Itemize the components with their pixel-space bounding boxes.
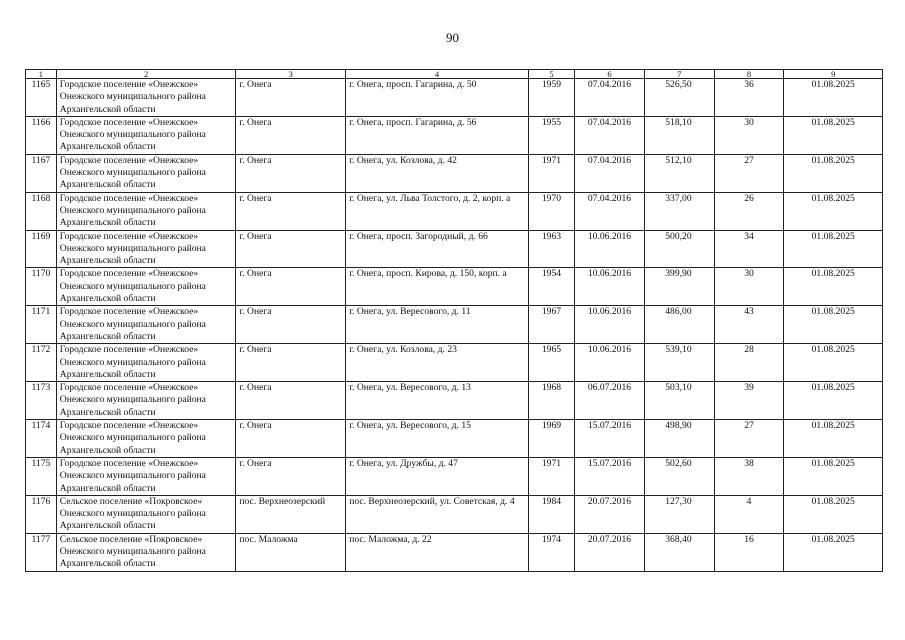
table-row (26, 457, 883, 495)
municipality-cell: Городское поселение «Онежское» Онежского муниципального района Архангельской области (56, 306, 236, 344)
municipality-cell: Городское поселение «Онежское» Онежского муниципального района Архангельской области (56, 344, 236, 382)
table-row (26, 344, 883, 382)
date-cell: 10.06.2016 (575, 268, 645, 306)
table-row (26, 154, 883, 192)
settlement-cell: г. Онега (236, 230, 346, 268)
area-cell: 518,10 (644, 116, 714, 154)
area-cell: 502,60 (644, 457, 714, 495)
address-cell: г. Онега, просп. Кирова, д. 150, корп. а (346, 268, 529, 306)
column-header: 3 (236, 70, 346, 79)
address-cell: г. Онега, ул. Льва Толстого, д. 2, корп. а (346, 192, 529, 230)
area-cell: 486,00 (644, 306, 714, 344)
row-number-cell: 1175 (26, 457, 57, 495)
deadline-cell: 01.08.2025 (784, 495, 883, 533)
deadline-cell: 01.08.2025 (784, 533, 883, 571)
table-row (26, 533, 883, 571)
deadline-cell: 01.08.2025 (784, 268, 883, 306)
year-built-cell: 1959 (528, 79, 574, 117)
year-built-cell: 1974 (528, 533, 574, 571)
area-cell: 526,50 (644, 79, 714, 117)
deadline-cell: 01.08.2025 (784, 154, 883, 192)
address-cell: г. Онега, просп. Загородный, д. 66 (346, 230, 529, 268)
residents-cell: 43 (714, 306, 784, 344)
municipality-cell: Городское поселение «Онежское» Онежского муниципального района Архангельской области (56, 154, 236, 192)
municipality-cell: Сельское поселение «Покровское» Онежского муниципального района Архангельской области (56, 533, 236, 571)
address-cell: г. Онега, ул. Вересового, д. 11 (346, 306, 529, 344)
address-cell: г. Онега, просп. Гагарина, д. 56 (346, 116, 529, 154)
deadline-cell: 01.08.2025 (784, 79, 883, 117)
municipality-cell: Городское поселение «Онежское» Онежского муниципального района Архангельской области (56, 230, 236, 268)
area-cell: 498,90 (644, 420, 714, 458)
municipality-cell: Городское поселение «Онежское» Онежского муниципального района Архангельской области (56, 420, 236, 458)
year-built-cell: 1963 (528, 230, 574, 268)
municipality-cell: Городское поселение «Онежское» Онежского муниципального района Архангельской области (56, 382, 236, 420)
municipality-cell: Сельское поселение «Покровское» Онежского муниципального района Архангельской области (56, 495, 236, 533)
deadline-cell: 01.08.2025 (784, 457, 883, 495)
year-built-cell: 1954 (528, 268, 574, 306)
settlement-cell: пос. Верхнеозерский (236, 495, 346, 533)
area-cell: 337,00 (644, 192, 714, 230)
column-header: 5 (528, 70, 574, 79)
address-cell: г. Онега, просп. Гагарина, д. 50 (346, 79, 529, 117)
column-header: 1 (26, 70, 57, 79)
housing-table (25, 69, 883, 572)
deadline-cell: 01.08.2025 (784, 230, 883, 268)
year-built-cell: 1970 (528, 192, 574, 230)
deadline-cell: 01.08.2025 (784, 420, 883, 458)
residents-cell: 27 (714, 154, 784, 192)
year-built-cell: 1968 (528, 382, 574, 420)
row-number-cell: 1170 (26, 268, 57, 306)
residents-cell: 30 (714, 116, 784, 154)
settlement-cell: пос. Маложма (236, 533, 346, 571)
year-built-cell: 1967 (528, 306, 574, 344)
table-row (26, 268, 883, 306)
row-number-cell: 1173 (26, 382, 57, 420)
date-cell: 20.07.2016 (575, 533, 645, 571)
address-cell: пос. Маложма, д. 22 (346, 533, 529, 571)
settlement-cell: г. Онега (236, 268, 346, 306)
municipality-cell: Городское поселение «Онежское» Онежского муниципального района Архангельской области (56, 79, 236, 117)
deadline-cell: 01.08.2025 (784, 192, 883, 230)
column-header: 9 (784, 70, 883, 79)
table-row (26, 230, 883, 268)
deadline-cell: 01.08.2025 (784, 116, 883, 154)
address-cell: г. Онега, ул. Вересового, д. 15 (346, 420, 529, 458)
year-built-cell: 1969 (528, 420, 574, 458)
date-cell: 20.07.2016 (575, 495, 645, 533)
residents-cell: 4 (714, 495, 784, 533)
date-cell: 07.04.2016 (575, 154, 645, 192)
header-row (26, 70, 883, 79)
residents-cell: 26 (714, 192, 784, 230)
date-cell: 10.06.2016 (575, 344, 645, 382)
settlement-cell: г. Онега (236, 420, 346, 458)
year-built-cell: 1971 (528, 154, 574, 192)
residents-cell: 39 (714, 382, 784, 420)
residents-cell: 38 (714, 457, 784, 495)
settlement-cell: г. Онега (236, 79, 346, 117)
table-row (26, 382, 883, 420)
date-cell: 07.04.2016 (575, 116, 645, 154)
settlement-cell: г. Онега (236, 344, 346, 382)
area-cell: 503,10 (644, 382, 714, 420)
residents-cell: 30 (714, 268, 784, 306)
date-cell: 07.04.2016 (575, 79, 645, 117)
address-cell: г. Онега, ул. Вересового, д. 13 (346, 382, 529, 420)
residents-cell: 36 (714, 79, 784, 117)
municipality-cell: Городское поселение «Онежское» Онежского муниципального района Архангельской области (56, 192, 236, 230)
deadline-cell: 01.08.2025 (784, 382, 883, 420)
row-number-cell: 1176 (26, 495, 57, 533)
settlement-cell: г. Онега (236, 457, 346, 495)
date-cell: 06.07.2016 (575, 382, 645, 420)
residents-cell: 28 (714, 344, 784, 382)
table-row (26, 192, 883, 230)
deadline-cell: 01.08.2025 (784, 344, 883, 382)
row-number-cell: 1177 (26, 533, 57, 571)
area-cell: 500,20 (644, 230, 714, 268)
year-built-cell: 1955 (528, 116, 574, 154)
municipality-cell: Городское поселение «Онежское» Онежского муниципального района Архангельской области (56, 268, 236, 306)
address-cell: г. Онега, ул. Дружбы, д. 47 (346, 457, 529, 495)
area-cell: 539,10 (644, 344, 714, 382)
table-row (26, 420, 883, 458)
residents-cell: 34 (714, 230, 784, 268)
year-built-cell: 1971 (528, 457, 574, 495)
area-cell: 127,30 (644, 495, 714, 533)
settlement-cell: г. Онега (236, 382, 346, 420)
row-number-cell: 1174 (26, 420, 57, 458)
row-number-cell: 1166 (26, 116, 57, 154)
area-cell: 368,40 (644, 533, 714, 571)
column-header: 6 (575, 70, 645, 79)
row-number-cell: 1169 (26, 230, 57, 268)
row-number-cell: 1171 (26, 306, 57, 344)
page-number: 90 (446, 30, 459, 45)
date-cell: 15.07.2016 (575, 420, 645, 458)
address-cell: г. Онега, ул. Козлова, д. 23 (346, 344, 529, 382)
municipality-cell: Городское поселение «Онежское» Онежского муниципального района Архангельской области (56, 457, 236, 495)
column-header: 8 (714, 70, 784, 79)
column-header: 7 (644, 70, 714, 79)
date-cell: 07.04.2016 (575, 192, 645, 230)
settlement-cell: г. Онега (236, 192, 346, 230)
date-cell: 10.06.2016 (575, 306, 645, 344)
row-number-cell: 1168 (26, 192, 57, 230)
year-built-cell: 1965 (528, 344, 574, 382)
address-cell: пос. Верхнеозерский, ул. Советская, д. 4 (346, 495, 529, 533)
table-row (26, 306, 883, 344)
residents-cell: 16 (714, 533, 784, 571)
settlement-cell: г. Онега (236, 116, 346, 154)
area-cell: 399,90 (644, 268, 714, 306)
residents-cell: 27 (714, 420, 784, 458)
table-row (26, 495, 883, 533)
table-row (26, 79, 883, 117)
column-header: 2 (56, 70, 236, 79)
municipality-cell: Городское поселение «Онежское» Онежского муниципального района Архангельской области (56, 116, 236, 154)
row-number-cell: 1165 (26, 79, 57, 117)
row-number-cell: 1172 (26, 344, 57, 382)
area-cell: 512,10 (644, 154, 714, 192)
settlement-cell: г. Онега (236, 306, 346, 344)
date-cell: 10.06.2016 (575, 230, 645, 268)
year-built-cell: 1984 (528, 495, 574, 533)
row-number-cell: 1167 (26, 154, 57, 192)
column-header: 4 (346, 70, 529, 79)
date-cell: 15.07.2016 (575, 457, 645, 495)
address-cell: г. Онега, ул. Козлова, д. 42 (346, 154, 529, 192)
deadline-cell: 01.08.2025 (784, 306, 883, 344)
settlement-cell: г. Онега (236, 154, 346, 192)
table-row (26, 116, 883, 154)
